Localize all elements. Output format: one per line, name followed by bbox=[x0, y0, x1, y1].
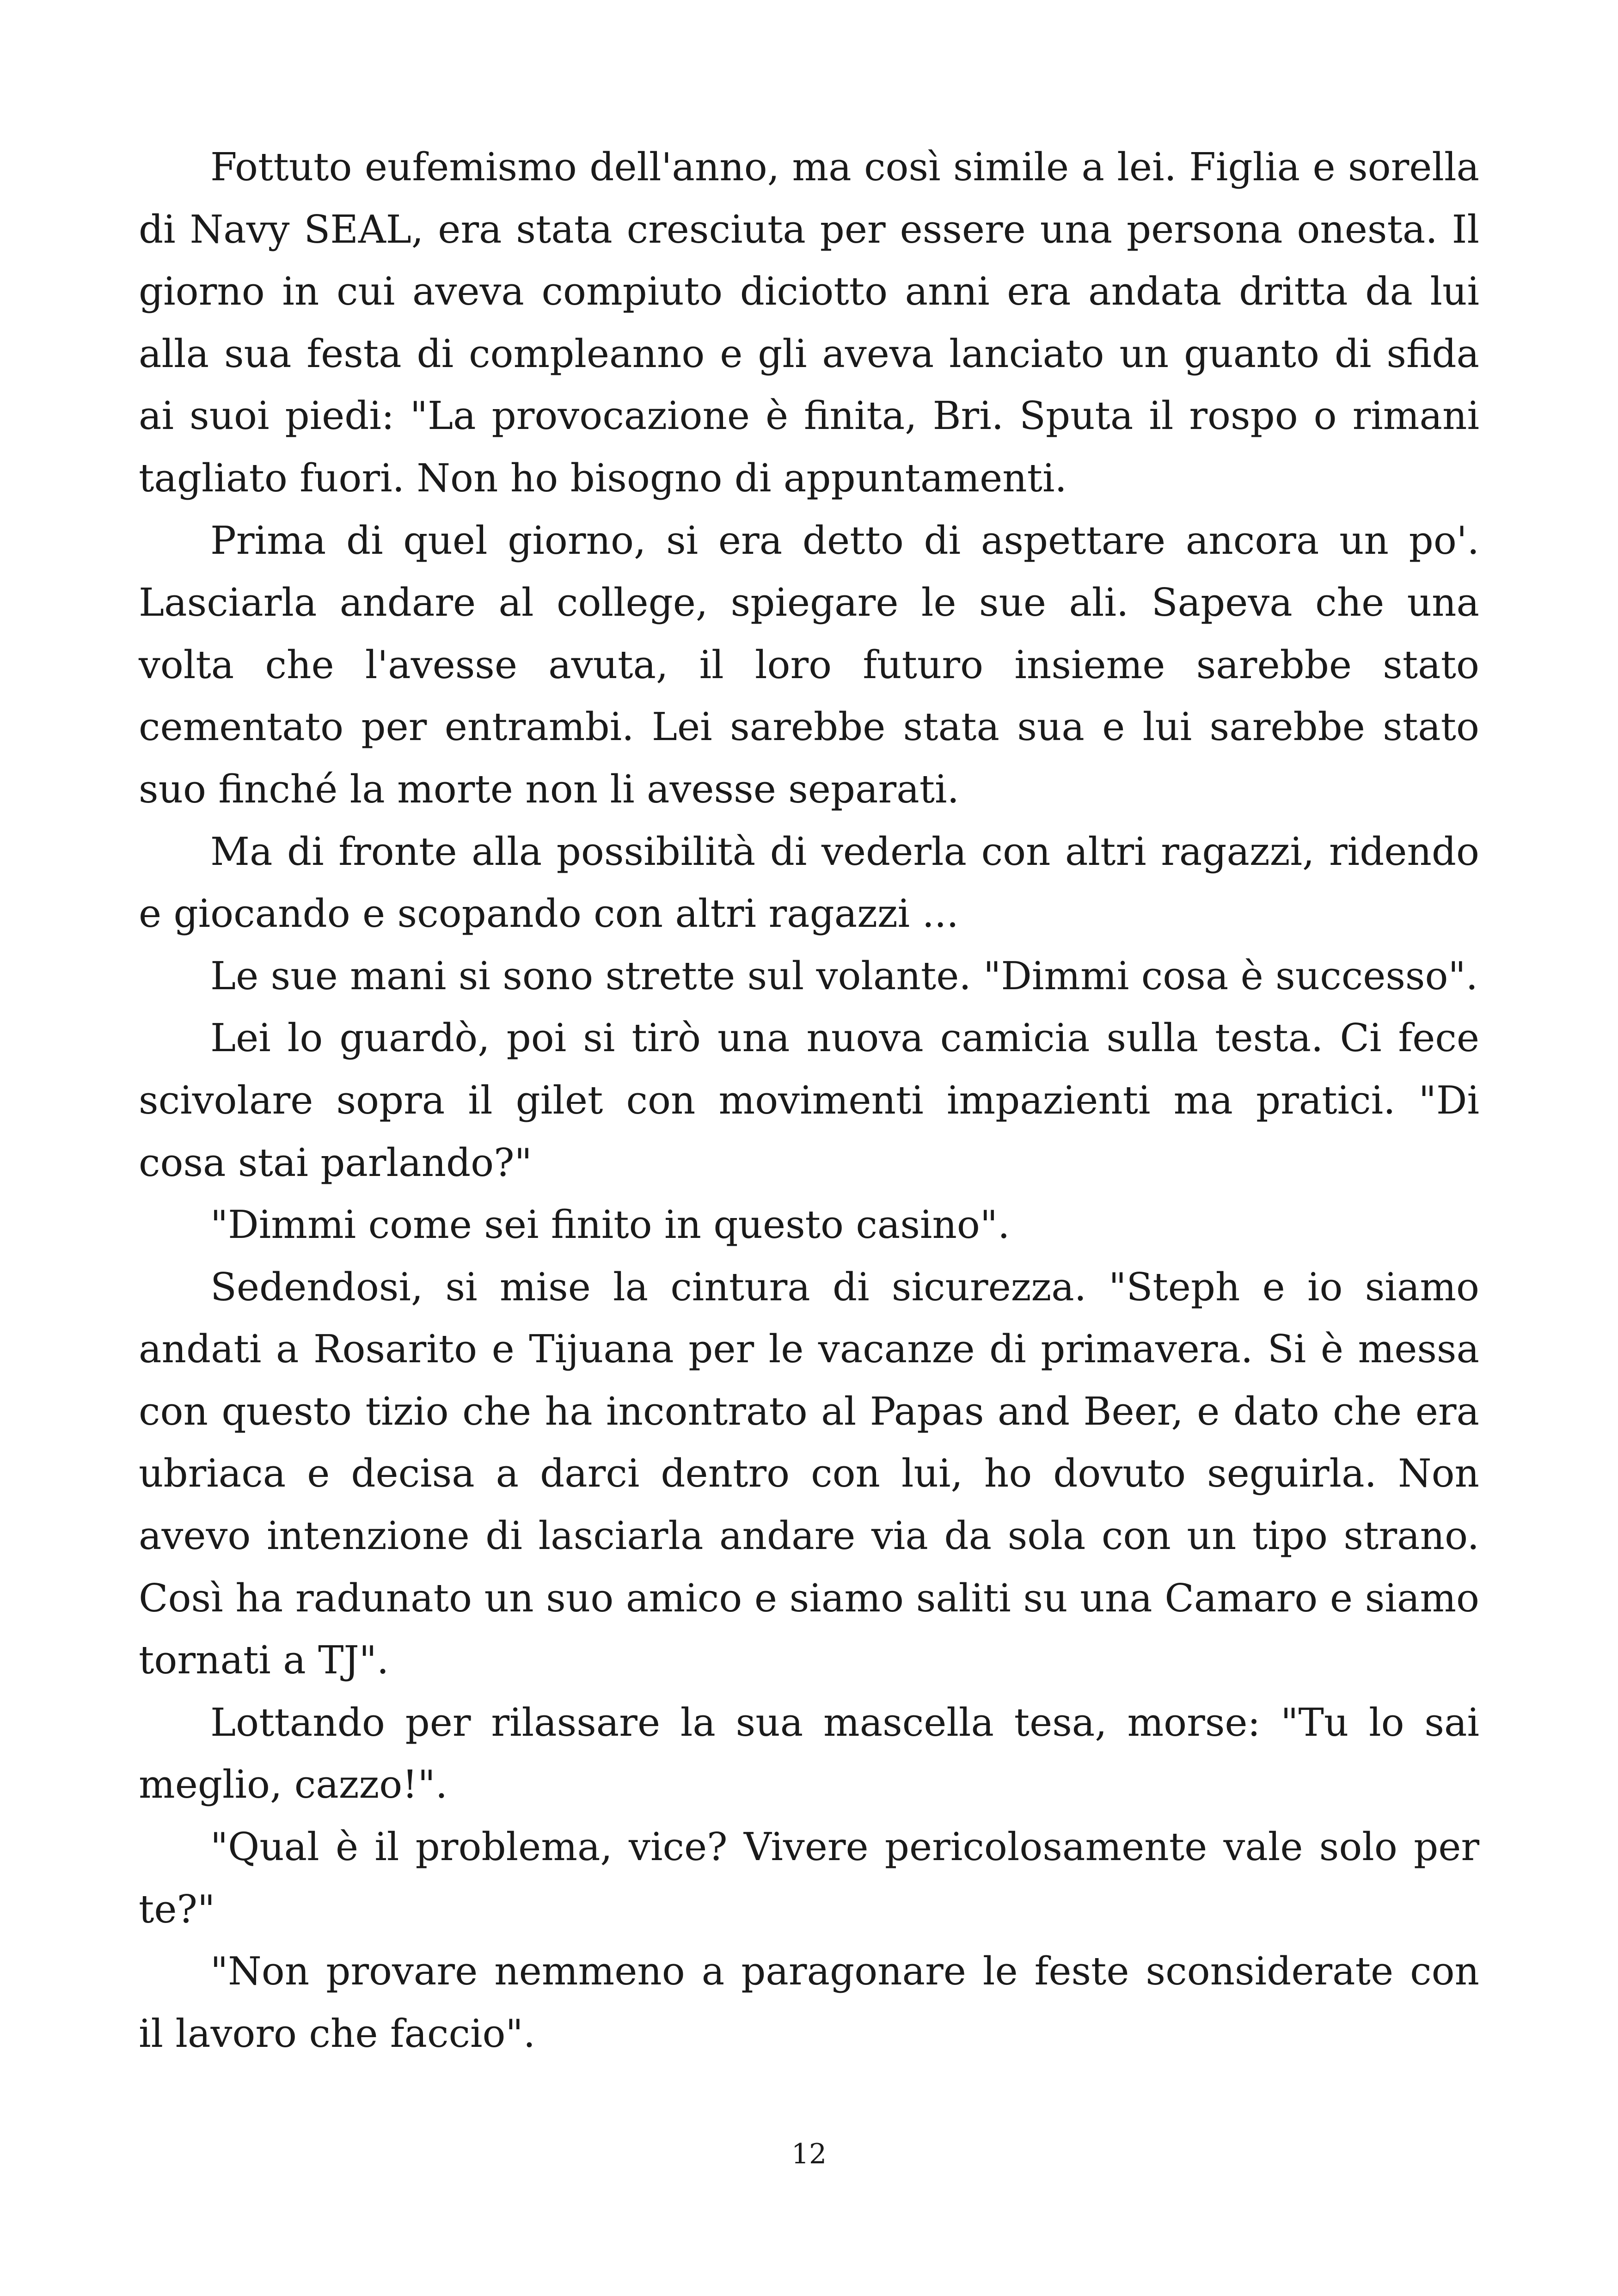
paragraph: Sedendosi, si mise la cintura di sicurezza. "Steph e io siamo andati a Rosarito e Tijuana per le vacanze di primavera. Si è messa con questo tizio che ha incontrato al Papas and Beer, e dato che era ubriaca e decisa a darci dentro con lui, ho dovuto seguirla. Non avevo intenzione di lasciarla andare via da sola con un tipo strano. Così ha radunato un suo amico e siamo saliti su una Camaro e siamo tornati a TJ". bbox=[139, 1264, 1479, 1683]
body-text bbox=[139, 136, 1479, 2065]
paragraph: Ma di fronte alla possibilità di vederla con altri ragazzi, ridendo e giocando e scopando con altri ragazzi ... bbox=[139, 829, 1479, 937]
paragraph: Lei lo guardò, poi si tirò una nuova camicia sulla testa. Ci fece scivolare sopra il gilet con movimenti impazienti ma pratici. "Di cosa stai parlando?" bbox=[139, 1016, 1479, 1185]
paragraph: "Dimmi come sei finito in questo casino". bbox=[210, 1202, 1010, 1248]
paragraph: "Qual è il problema, vice? Vivere pericolosamente vale solo per te?" bbox=[139, 1825, 1479, 1932]
page-number: 12 bbox=[791, 2138, 827, 2170]
paragraph: Le sue mani si sono strette sul volante. "Dimmi cosa è successo". bbox=[210, 953, 1478, 998]
paragraph: Fottuto eufemismo dell'anno, ma così simile a lei. Figlia e sorella di Navy SEAL, era stata cresciuta per essere una persona onesta. Il giorno in cui aveva compiuto diciotto anni era andata dritta da lui alla sua festa di compleanno e gli aveva lanciato un guanto di sfida ai suoi piedi: "La provocazione è finita, Bri. Sputa il rospo o rimani tagliato fuori. Non ho bisogno di appuntamenti. bbox=[139, 145, 1479, 501]
paragraph: Lottando per rilassare la sua mascella tesa, morse: "Tu lo sai meglio, cazzo!". bbox=[139, 1700, 1479, 1807]
paragraph: "Non provare nemmeno a paragonare le feste sconsiderate con il lavoro che faccio". bbox=[139, 1949, 1479, 2056]
paragraph: Prima di quel giorno, si era detto di aspettare ancora un po'. Lasciarla andare al college, spiegare le sue ali. Sapeva che una volta che l'avesse avuta, il loro futuro insieme sarebbe stato cementato per entrambi. Lei sarebbe stata sua e lui sarebbe stato suo finché la morte non li avesse separati. bbox=[139, 518, 1479, 812]
